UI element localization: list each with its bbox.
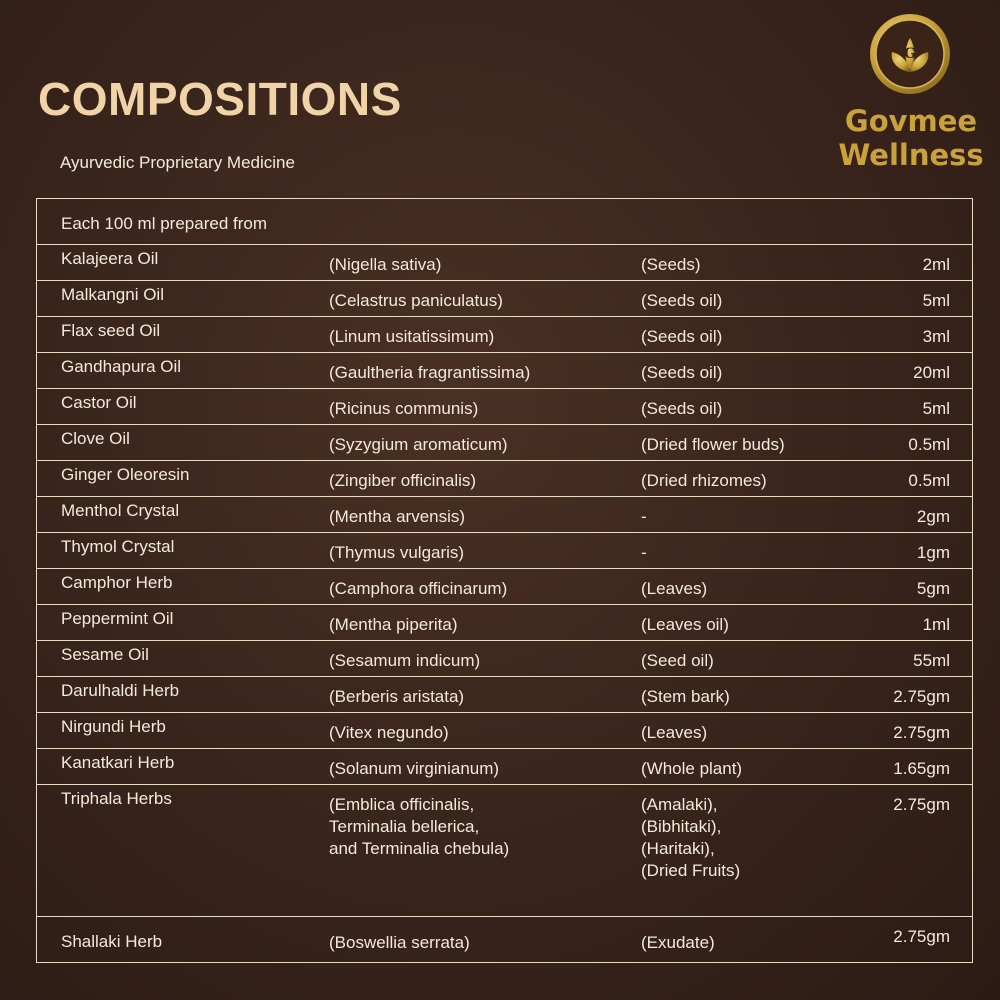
botanical-name: (Mentha arvensis): [329, 507, 466, 526]
quantity: 2.75gm: [893, 687, 950, 706]
botanical-name: (Ricinus communis): [329, 399, 479, 418]
botanical-name: (Nigella sativa): [329, 255, 442, 274]
table-row: [37, 245, 972, 281]
botanical-name: (Sesamum indicum): [329, 651, 481, 670]
page-subtitle: Ayurvedic Proprietary Medicine: [60, 153, 295, 172]
ingredient-name: Nirgundi Herb: [61, 717, 166, 736]
quantity: 20ml: [913, 363, 950, 382]
ingredient-name: Gandhapura Oil: [61, 357, 182, 376]
quantity: 2.75gm: [893, 795, 950, 814]
plant-part: (Leaves oil): [641, 615, 729, 634]
table-row: [37, 785, 972, 917]
botanical-name: (Solanum virginianum): [329, 759, 500, 778]
table-row: [37, 677, 972, 713]
plant-part: (Dried flower buds): [641, 435, 785, 454]
table-row: [37, 497, 972, 533]
ingredient-name: Flax seed Oil: [61, 321, 161, 340]
brand-name-line2: Wellness: [838, 138, 984, 172]
plant-part: (Seeds oil): [641, 327, 723, 346]
table-row: [37, 569, 972, 605]
botanical-name: (Zingiber officinalis): [329, 471, 477, 490]
ingredient-name: Triphala Herbs: [61, 789, 172, 808]
composition-table: [36, 198, 973, 963]
botanical-name: (Camphora officinarum): [329, 579, 508, 598]
quantity: 2ml: [922, 255, 950, 274]
table-row: [37, 749, 972, 785]
svg-text:G: G: [904, 46, 916, 62]
table-row: [37, 281, 972, 317]
botanical-name: (Vitex negundo): [329, 723, 449, 742]
quantity: 2gm: [916, 507, 950, 526]
table-row: [37, 353, 972, 389]
leaf-emblem-icon: [868, 12, 952, 96]
table-row: [37, 605, 972, 641]
plant-part: (Whole plant): [641, 759, 743, 778]
quantity: 3ml: [922, 327, 950, 346]
brand-name-line1: Govmee: [844, 104, 978, 138]
ingredient-name: Shallaki Herb: [61, 932, 163, 951]
plant-part: (Seeds oil): [641, 363, 723, 382]
plant-part: (Seed oil): [641, 651, 714, 670]
ingredient-name: Thymol Crystal: [61, 537, 175, 556]
ingredient-name: Castor Oil: [61, 393, 137, 412]
botanical-name: (Mentha piperita): [329, 615, 458, 634]
table-row: [37, 425, 972, 461]
table-row: [37, 461, 972, 497]
botanical-name: (Berberis aristata): [329, 687, 465, 706]
plant-part: (Exudate): [641, 933, 715, 952]
table-row: [37, 389, 972, 425]
botanical-name: (Gaultheria fragrantissima): [329, 363, 531, 382]
quantity: 2.75gm: [893, 723, 950, 742]
ingredient-name: Ginger Oleoresin: [61, 465, 190, 484]
plant-part: (Amalaki), (Bibhitaki), (Haritaki), (Dried Fruits): [641, 795, 741, 880]
quantity: 5ml: [922, 291, 950, 310]
botanical-name: (Thymus vulgaris): [329, 543, 465, 562]
page-title: COMPOSITIONS: [38, 73, 402, 125]
table-row: [37, 713, 972, 749]
ingredient-name: Sesame Oil: [61, 645, 149, 664]
plant-part: (Leaves): [641, 723, 708, 742]
plant-part: (Leaves): [641, 579, 708, 598]
plant-part: -: [641, 543, 647, 562]
plant-part: -: [641, 507, 647, 526]
botanical-name: (Linum usitatissimum): [329, 327, 495, 346]
botanical-name: (Syzygium aromaticum): [329, 435, 508, 454]
ingredient-name: Kanatkari Herb: [61, 753, 175, 772]
ingredient-name: Kalajeera Oil: [61, 249, 159, 268]
botanical-name: (Emblica officinalis, Terminalia bellerica, and Terminalia chebula): [329, 795, 510, 858]
brand-logo: [836, 12, 986, 172]
table-row: [37, 641, 972, 677]
ingredient-name: Peppermint Oil: [61, 609, 174, 628]
plant-part: (Seeds): [641, 255, 701, 274]
quantity: 1.65gm: [893, 759, 950, 778]
table-row: [37, 917, 972, 965]
ingredient-name: Malkangni Oil: [61, 285, 164, 304]
ingredient-name: Camphor Herb: [61, 573, 173, 592]
quantity: 1ml: [922, 615, 950, 634]
plant-part: (Seeds oil): [641, 399, 723, 418]
quantity: 2.75gm: [893, 927, 950, 946]
plant-part: (Seeds oil): [641, 291, 723, 310]
table-header: Each 100 ml prepared from: [37, 199, 972, 245]
quantity: 5ml: [922, 399, 950, 418]
plant-part: (Stem bark): [641, 687, 730, 706]
table-body: [37, 245, 972, 965]
botanical-name: (Boswellia serrata): [329, 933, 470, 952]
ingredient-name: Menthol Crystal: [61, 501, 180, 520]
plant-part: (Dried rhizomes): [641, 471, 767, 490]
quantity: 0.5ml: [908, 435, 950, 454]
quantity: 1gm: [916, 543, 950, 562]
botanical-name: (Celastrus paniculatus): [329, 291, 503, 310]
ingredient-name: Darulhaldi Herb: [61, 681, 180, 700]
quantity: 55ml: [913, 651, 950, 670]
ingredient-name: Clove Oil: [61, 429, 130, 448]
quantity: 5gm: [916, 579, 950, 598]
quantity: 0.5ml: [908, 471, 950, 490]
table-row: [37, 533, 972, 569]
table-row: [37, 317, 972, 353]
